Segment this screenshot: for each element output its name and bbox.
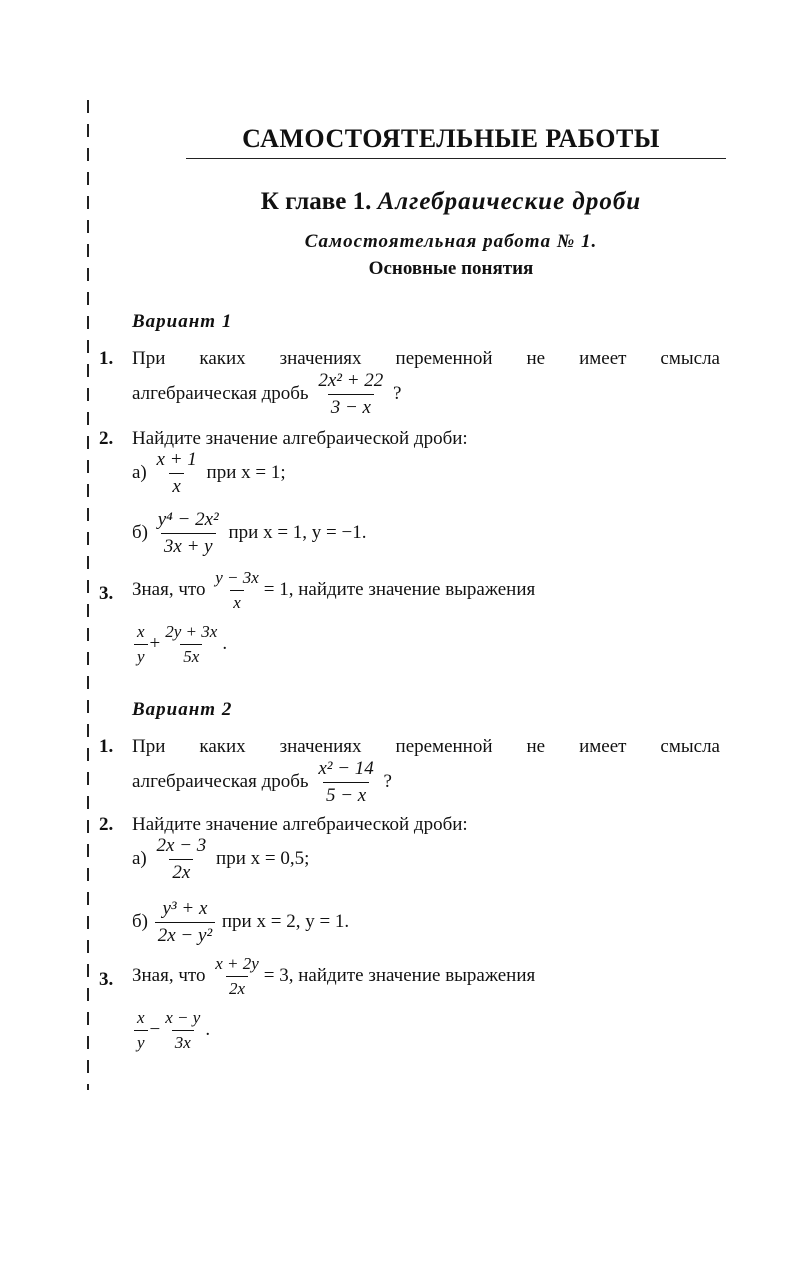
fraction-numerator: x [137, 622, 145, 641]
fraction [154, 449, 200, 498]
task-number: 3. [99, 583, 114, 604]
fraction-numerator: x + 2y [215, 954, 259, 973]
task-1-text: При каких значениях переменной не имеет смысла [132, 736, 720, 757]
fraction-denominator: 5 − x [323, 782, 369, 807]
fraction [134, 622, 148, 667]
task-2-text: Найдите значение алгебраической дроби: [132, 428, 468, 449]
task-3-prefix: Зная, что [132, 964, 206, 986]
header-rule [186, 158, 726, 159]
variant-1-title: Вариант 1 [132, 311, 233, 332]
fraction-denominator: 2x [169, 859, 193, 884]
fraction [212, 954, 262, 999]
fraction [155, 898, 215, 947]
topic-title: Основные понятия [368, 258, 534, 279]
cut-line [87, 100, 89, 1090]
task-1-fraction-line: алгебраическая дробь $\frac{\text{2x² + 22}}{3 - x}$ ? [132, 370, 402, 418]
task-3-expression: $\frac{x}{y}$ − $\frac{x - y}{3x}$ . [132, 1008, 210, 1053]
fraction-numerator: y⁴ − 2x² [157, 509, 219, 530]
fraction [155, 509, 222, 558]
chapter-name: Алгебраические дроби [377, 188, 642, 215]
task-number: 1. [99, 348, 114, 369]
task-number: 3. [99, 969, 114, 990]
task-1-fraction-line: алгебраическая дробь $\frac{\text{x² − 14}}{5 - x}$ ? [132, 758, 392, 806]
task-3-expression: $\frac{x}{y}$ + $\frac{2y + 3x}{5x}$ . [132, 622, 227, 667]
task-1-label: алгебраическая дробь [132, 770, 309, 792]
item-label: а) [132, 461, 147, 483]
fraction-denominator: 3 − x [328, 394, 374, 419]
fraction [154, 835, 210, 884]
task-3-equals: = 1 [263, 578, 289, 600]
variant-2-title: Вариант 2 [132, 699, 233, 720]
fraction [162, 1008, 203, 1053]
task-number: 1. [99, 736, 114, 757]
task-3-text [132, 954, 535, 999]
fraction [162, 622, 220, 667]
page-header: САМОСТОЯТЕЛЬНЫЕ РАБОТЫ [242, 124, 660, 153]
operator: − [149, 1018, 161, 1040]
fraction [315, 370, 386, 419]
task-2a [132, 835, 309, 884]
task-number: 2. [99, 814, 114, 835]
task-3-suffix: , найдите значение выражения [288, 578, 536, 600]
fraction-denominator: 2x [226, 976, 248, 999]
fraction-numerator: y − 3x [215, 568, 259, 587]
item-condition: при x = 1; [206, 461, 286, 483]
item-label: б) [132, 521, 148, 543]
fraction-denominator: 5x [180, 644, 202, 667]
fraction-numerator: 2y + 3x [165, 622, 218, 641]
task-3-text [132, 568, 535, 613]
task-1-text: При каких значениях переменной не имеет смысла [132, 348, 720, 369]
fraction-denominator: 3x + y [161, 533, 216, 558]
fraction-denominator: y [134, 1030, 148, 1053]
fraction-denominator: y [134, 644, 148, 667]
fraction [315, 758, 376, 807]
fraction-numerator: y³ + x [162, 898, 208, 919]
fraction-denominator: x [169, 473, 183, 498]
fraction [134, 1008, 148, 1053]
task-2b [132, 509, 366, 558]
fraction-denominator: x [230, 590, 244, 613]
task-2-text: Найдите значение алгебраической дроби: [132, 814, 468, 835]
item-condition: при x = 0,5; [216, 847, 310, 869]
chapter-title [100, 188, 802, 216]
fraction-numerator: x [137, 1008, 145, 1027]
fraction-denominator: 3x [172, 1030, 194, 1053]
fraction-denominator: 2x − y² [155, 922, 215, 947]
chapter-prefix: К главе 1. [260, 188, 372, 215]
operator: + [149, 632, 161, 654]
fraction-numerator: x + 1 [156, 449, 197, 470]
task-1-label: алгебраическая дробь [132, 382, 309, 404]
fraction-numerator: 2x − 3 [156, 835, 207, 856]
task-2a [132, 449, 286, 498]
task-number: 2. [99, 428, 114, 449]
fraction [212, 568, 262, 613]
item-label: а) [132, 847, 147, 869]
task-3-equals: = 3 [263, 964, 289, 986]
fraction-numerator: x − y [165, 1008, 201, 1027]
task-3-suffix: , найдите значение выражения [288, 964, 536, 986]
work-title: Самостоятельная работа № 1. [304, 231, 598, 252]
item-condition: при x = 1, y = −1. [228, 521, 367, 543]
fraction-numerator: x² − 14 [318, 758, 374, 779]
item-label: б) [132, 910, 148, 932]
task-3-prefix: Зная, что [132, 578, 206, 600]
fraction-numerator: 2x² + 22 [318, 370, 384, 391]
item-condition: при x = 2, y = 1. [221, 910, 350, 932]
task-2b [132, 898, 349, 947]
